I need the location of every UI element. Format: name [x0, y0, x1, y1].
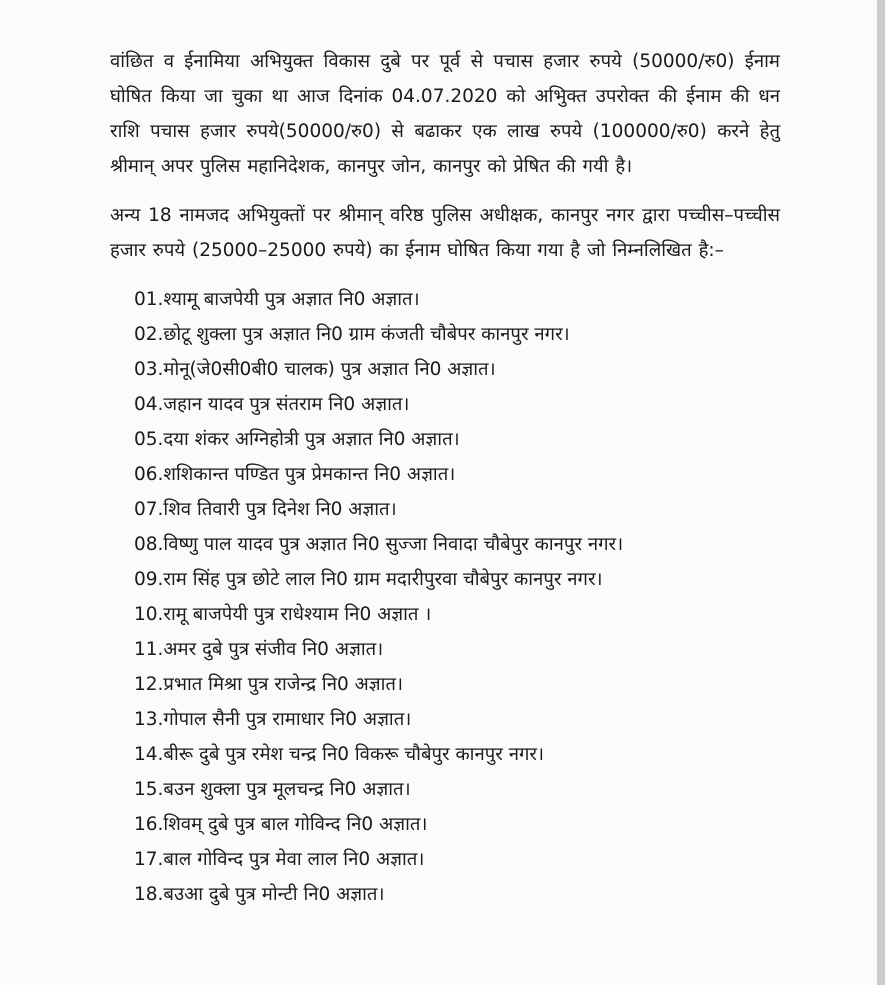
accused-list-item: 18.बउआ दुबे पुत्र मोन्टी नि0 अज्ञात। [134, 884, 385, 905]
accused-list [110, 282, 780, 912]
accused-list-item: 11.अमर दुबे पुत्र संजीव नि0 अज्ञात। [134, 639, 384, 660]
accused-list-item: 01.श्यामू बाजपेयी पुत्र अज्ञात नि0 अज्ञात। [134, 289, 420, 310]
accused-list-item: 07.शिव तिवारी पुत्र दिनेश नि0 अज्ञात। [134, 499, 397, 520]
accused-list-item: 08.विष्णु पाल यादव पुत्र अज्ञात नि0 सुज्जा निवादा चौबेपुर कानपुर नगर। [134, 534, 624, 555]
accused-list-item: 09.राम सिंह पुत्र छोटे लाल नि0 ग्राम मदारीपुरवा चौबेपुर कानपुर नगर। [134, 569, 603, 590]
other-accused-intro-paragraph: अन्य 18 नामजद अभियुक्तों पर श्रीमान् वरिष्ठ पुलिस अधीक्षक, कानपुर नगर द्वारा पच्चीस–पच्चीस हजार रुपये (25000–25000 रुपये) का ईनाम घोषित किया गया है जो निम्नलिखित है:– [110, 205, 780, 261]
accused-list-item: 17.बाल गोविन्द पुत्र मेवा लाल नि0 अज्ञात। [134, 849, 425, 870]
accused-list-item: 14.बीरू दुबे पुत्र रमेश चन्द्र नि0 विकरू चौबेपुर कानपुर नगर। [134, 744, 544, 765]
accused-list-item: 13.गोपाल सैनी पुत्र रामाधार नि0 अज्ञात। [134, 709, 412, 730]
accused-list-item: 15.बउन शुक्ला पुत्र मूलचन्द्र नि0 अज्ञात। [134, 779, 411, 800]
accused-list-item: 03.मोनू(जे0सी0बी0 चालक) पुत्र अज्ञात नि0 अज्ञात। [134, 359, 496, 380]
accused-list-item: 05.दया शंकर अग्निहोत्री पुत्र अज्ञात नि0 अज्ञात। [134, 429, 460, 450]
accused-list-item: 10.रामू बाजपेयी पुत्र राधेश्याम नि0 अज्ञात । [134, 604, 432, 625]
document-body [110, 44, 780, 912]
accused-list-item: 02.छोटू शुक्ला पुत्र अज्ञात नि0 ग्राम कंजती चौबेपर कानपुर नगर। [134, 324, 570, 345]
accused-list-item: 12.प्रभात मिश्रा पुत्र राजेन्द्र नि0 अज्ञात। [134, 674, 403, 695]
accused-list-item: 04.जहान यादव पुत्र संतराम नि0 अज्ञात। [134, 394, 410, 415]
accused-list-item: 16.शिवम् दुबे पुत्र बाल गोविन्द नि0 अज्ञात। [134, 814, 428, 835]
accused-list-item: 06.शशिकान्त पण्डित पुत्र प्रेमकान्त नि0 अज्ञात। [134, 464, 456, 485]
reward-announcement-paragraph: वांछित व ईनामिया अभियुक्त विकास दुबे पर पूर्व से पचास हजार रुपये (50000/रु0) ईनाम घोषित किया जा चुका था आज दिनांक 04.07.2020 को अभिुक्त उपरोक्त की ईनाम की धन राशि पचास हजार रुपये(50000/रु0) से बढाकर एक लाख रुपये (100000/रु0) करने हेतु श्रीमान् अपर पुलिस महानिदेशक, कानपुर जोन, कानपुर को प्रेषित की गयी है। [110, 51, 780, 177]
